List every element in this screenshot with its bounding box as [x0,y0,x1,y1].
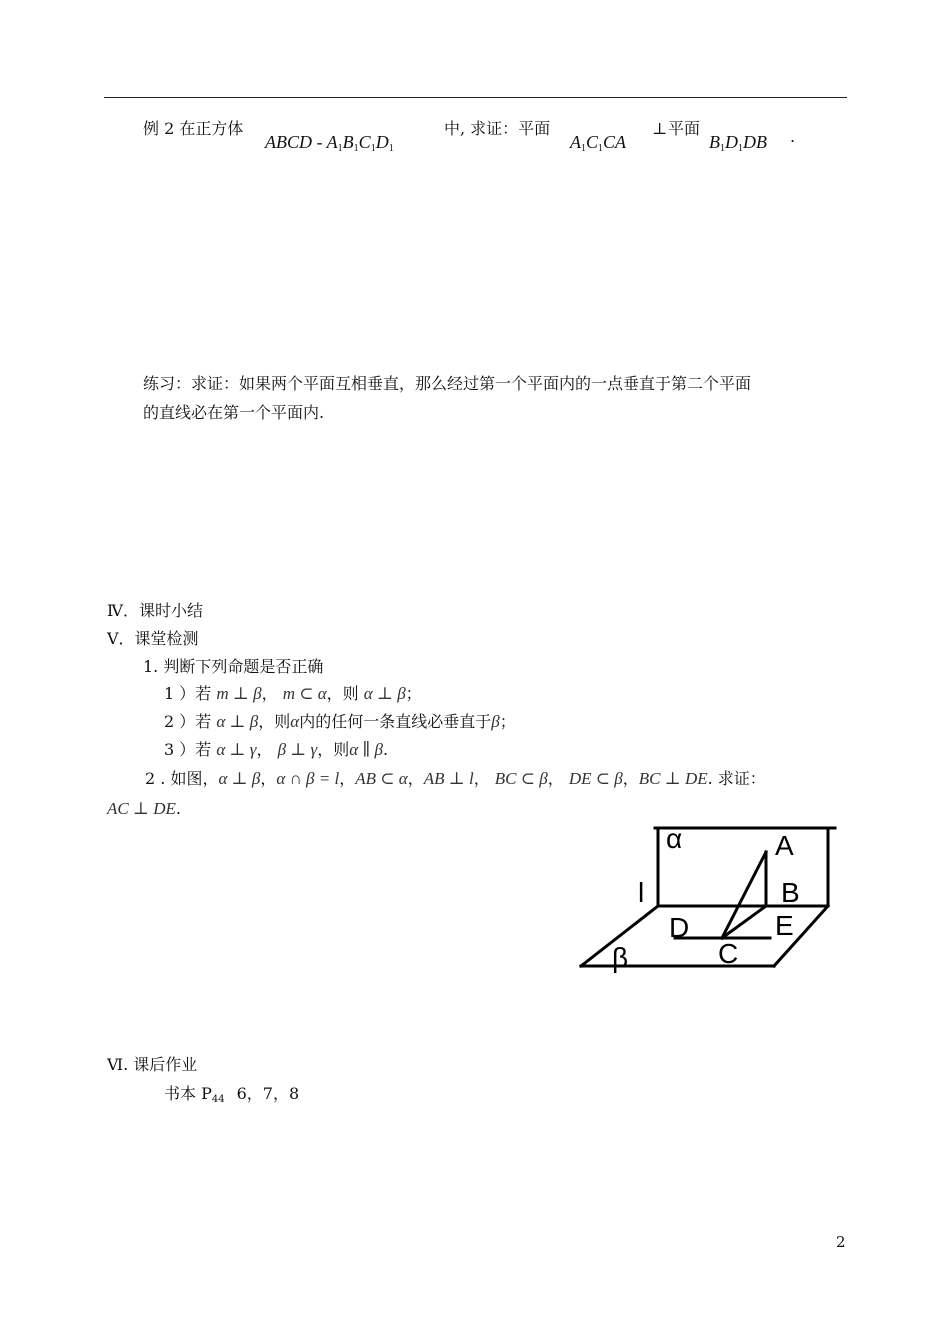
q1-title: 1. 判断下列命题是否正确 [143,657,324,676]
plane-b1d1db: $B_1D_1DB$ [709,132,767,154]
q1-item3: 3 ）若 α ⊥ γ， β ⊥ γ，则α ∥ β. [164,740,389,759]
section-test: Ⅴ．课堂检测 [107,629,199,648]
example2-end: . [790,127,796,146]
q2-line2: AC ⊥ DE. [107,799,181,818]
perpendicular-planes-figure [570,818,850,978]
example2-mid: 中, 求证：平面 [444,119,551,138]
section-homework: Ⅵ. 课后作业 [107,1055,198,1074]
homework-line: 书本 $P_{44}$ 6，7，8 [164,1084,300,1105]
cube-name: ABCD - $A_1B_1C_1D_1$ [265,132,394,154]
exercise-line1: 练习：求证：如果两个平面互相垂直，那么经过第一个平面内的一点垂直于第二个平面 [143,374,752,393]
q1-item1: 1 ）若 m ⊥ β， m ⊂ α，则 α ⊥ β； [164,684,422,703]
header-rule [104,97,847,98]
q2-line1: 2 . 如图，α ⊥ β，α ∩ β = l，AB ⊂ α，AB ⊥ l， BC ⊂ β， DE ⊂ β，BC ⊥ DE. 求证： [145,769,766,788]
plane-word: 平面 [668,119,701,138]
label-b: B [781,877,800,908]
label-c: C [718,938,739,969]
perp-symbol: ⊥ [652,119,668,138]
label-d: D [669,912,690,943]
plane-a1c1ca: $A_1C_1CA$ [570,132,627,154]
exercise-line2: 的直线必在第一个平面内. [143,403,325,422]
label-a: A [775,830,794,861]
label-alpha: α [666,823,683,854]
q1-item2: 2 ）若 α ⊥ β，则α内的任何一条直线必垂直于β； [164,712,516,731]
example2-prefix: 例 2 在正方体 [143,119,244,138]
section-summary: Ⅳ．课时小结 [107,601,203,620]
page-number: 2 [836,1233,846,1251]
label-beta: β [612,942,629,973]
label-l: l [638,877,645,908]
segment-ac [722,852,766,938]
label-e: E [775,910,794,941]
